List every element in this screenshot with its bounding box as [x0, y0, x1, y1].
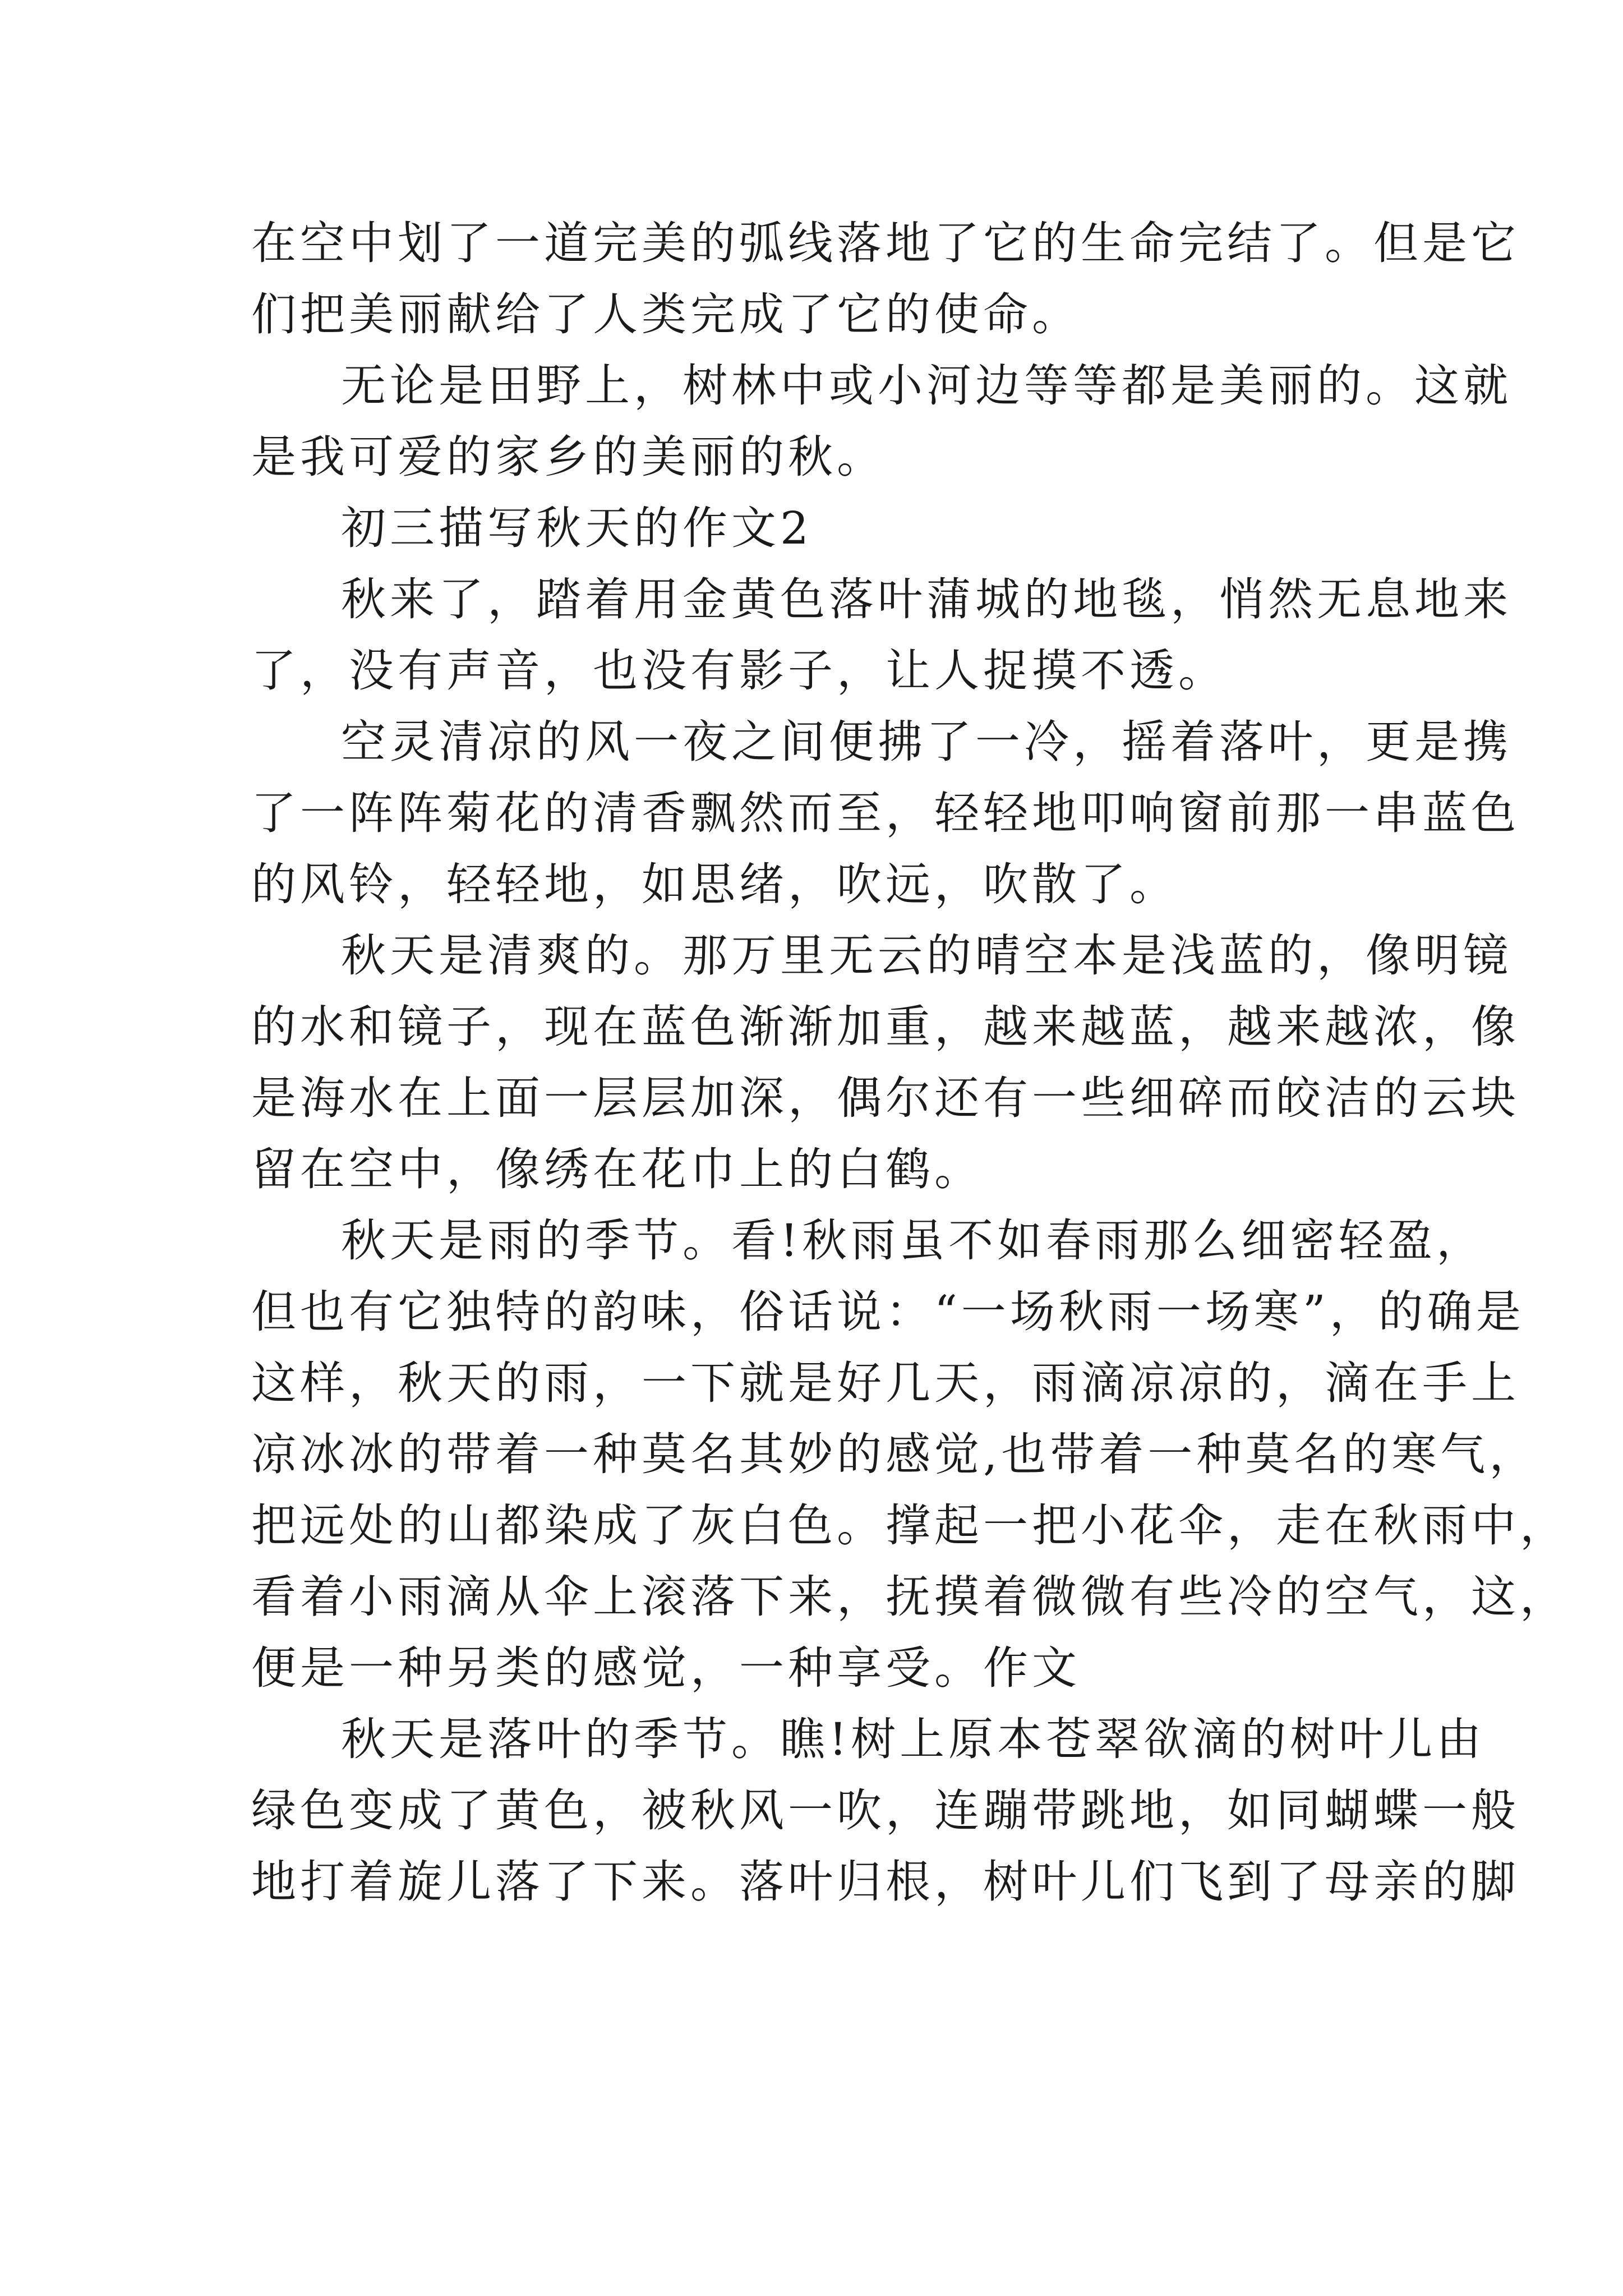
text-line: 们把美丽献给了人类完成了它的使命。 — [251, 288, 1081, 341]
text-line: 是海水在上面一层层加深，偶尔还有一些细碎而皎洁的云块 — [251, 1072, 1520, 1124]
text-line: 绿色变成了黄色，被秋风一吹，连蹦带跳地，如同蝴蝶一般 — [251, 1784, 1520, 1837]
text-line: 凉冰冰的带着一种莫名其妙的感觉,也带着一种莫名的寒气， — [251, 1428, 1538, 1480]
paragraph-start-line: 无论是田野上，树林中或小河边等等都是美丽的。这就 — [341, 360, 1512, 412]
text-line: 但也有它独特的韵味，俗话说：“一场秋雨一场寒”，的确是 — [251, 1286, 1525, 1338]
text-line: 地打着旋儿落了下来。落叶归根，树叶儿们飞到了母亲的脚 — [251, 1856, 1520, 1908]
text-line: 的水和镜子，现在蓝色渐渐加重，越来越蓝，越来越浓，像 — [251, 1001, 1520, 1053]
paragraph-start-line: 秋天是落叶的季节。瞧!树上原本苍翠欲滴的树叶儿由 — [341, 1713, 1486, 1765]
text-line: 了一阵阵菊花的清香飘然而至，轻轻地叩响窗前那一串蓝色 — [251, 787, 1520, 839]
paragraph-start-line: 秋天是雨的季节。看!秋雨虽不如春雨那么细密轻盈， — [341, 1214, 1486, 1267]
essay-heading: 初三描写秋天的作文2 — [341, 502, 813, 554]
essay-body — [251, 208, 1569, 1917]
text-line: 把远处的山都染成了灰白色。撑起一把小花伞，走在秋雨中， — [251, 1499, 1569, 1552]
text-line: 看着小雨滴从伞上滚落下来，抚摸着微微有些冷的空气，这， — [251, 1571, 1569, 1623]
text-line: 这样，秋天的雨，一下就是好几天，雨滴凉凉的，滴在手上 — [251, 1357, 1520, 1409]
text-line: 了，没有声音，也没有影子，让人捉摸不透。 — [251, 645, 1227, 697]
paragraph-start-line: 秋天是清爽的。那万里无云的晴空本是浅蓝的，像明镜 — [341, 930, 1512, 982]
text-line: 的风铃，轻轻地，如思绪，吹远，吹散了。 — [251, 858, 1178, 910]
paragraph-start-line: 秋来了，踏着用金黄色落叶蒲城的地毯，悄然无息地来 — [341, 573, 1512, 625]
paragraph-start-line: 空灵清凉的风一夜之间便拂了一冷，摇着落叶，更是携 — [341, 716, 1512, 768]
text-line: 在空中划了一道完美的弧线落地了它的生命完结了。但是它 — [251, 217, 1520, 269]
text-line: 留在空中，像绣在花巾上的白鹤。 — [251, 1143, 983, 1195]
text-line: 便是一种另类的感觉，一种享受。作文 — [251, 1642, 1081, 1694]
text-line: 是我可爱的家乡的美丽的秋。 — [251, 431, 886, 483]
